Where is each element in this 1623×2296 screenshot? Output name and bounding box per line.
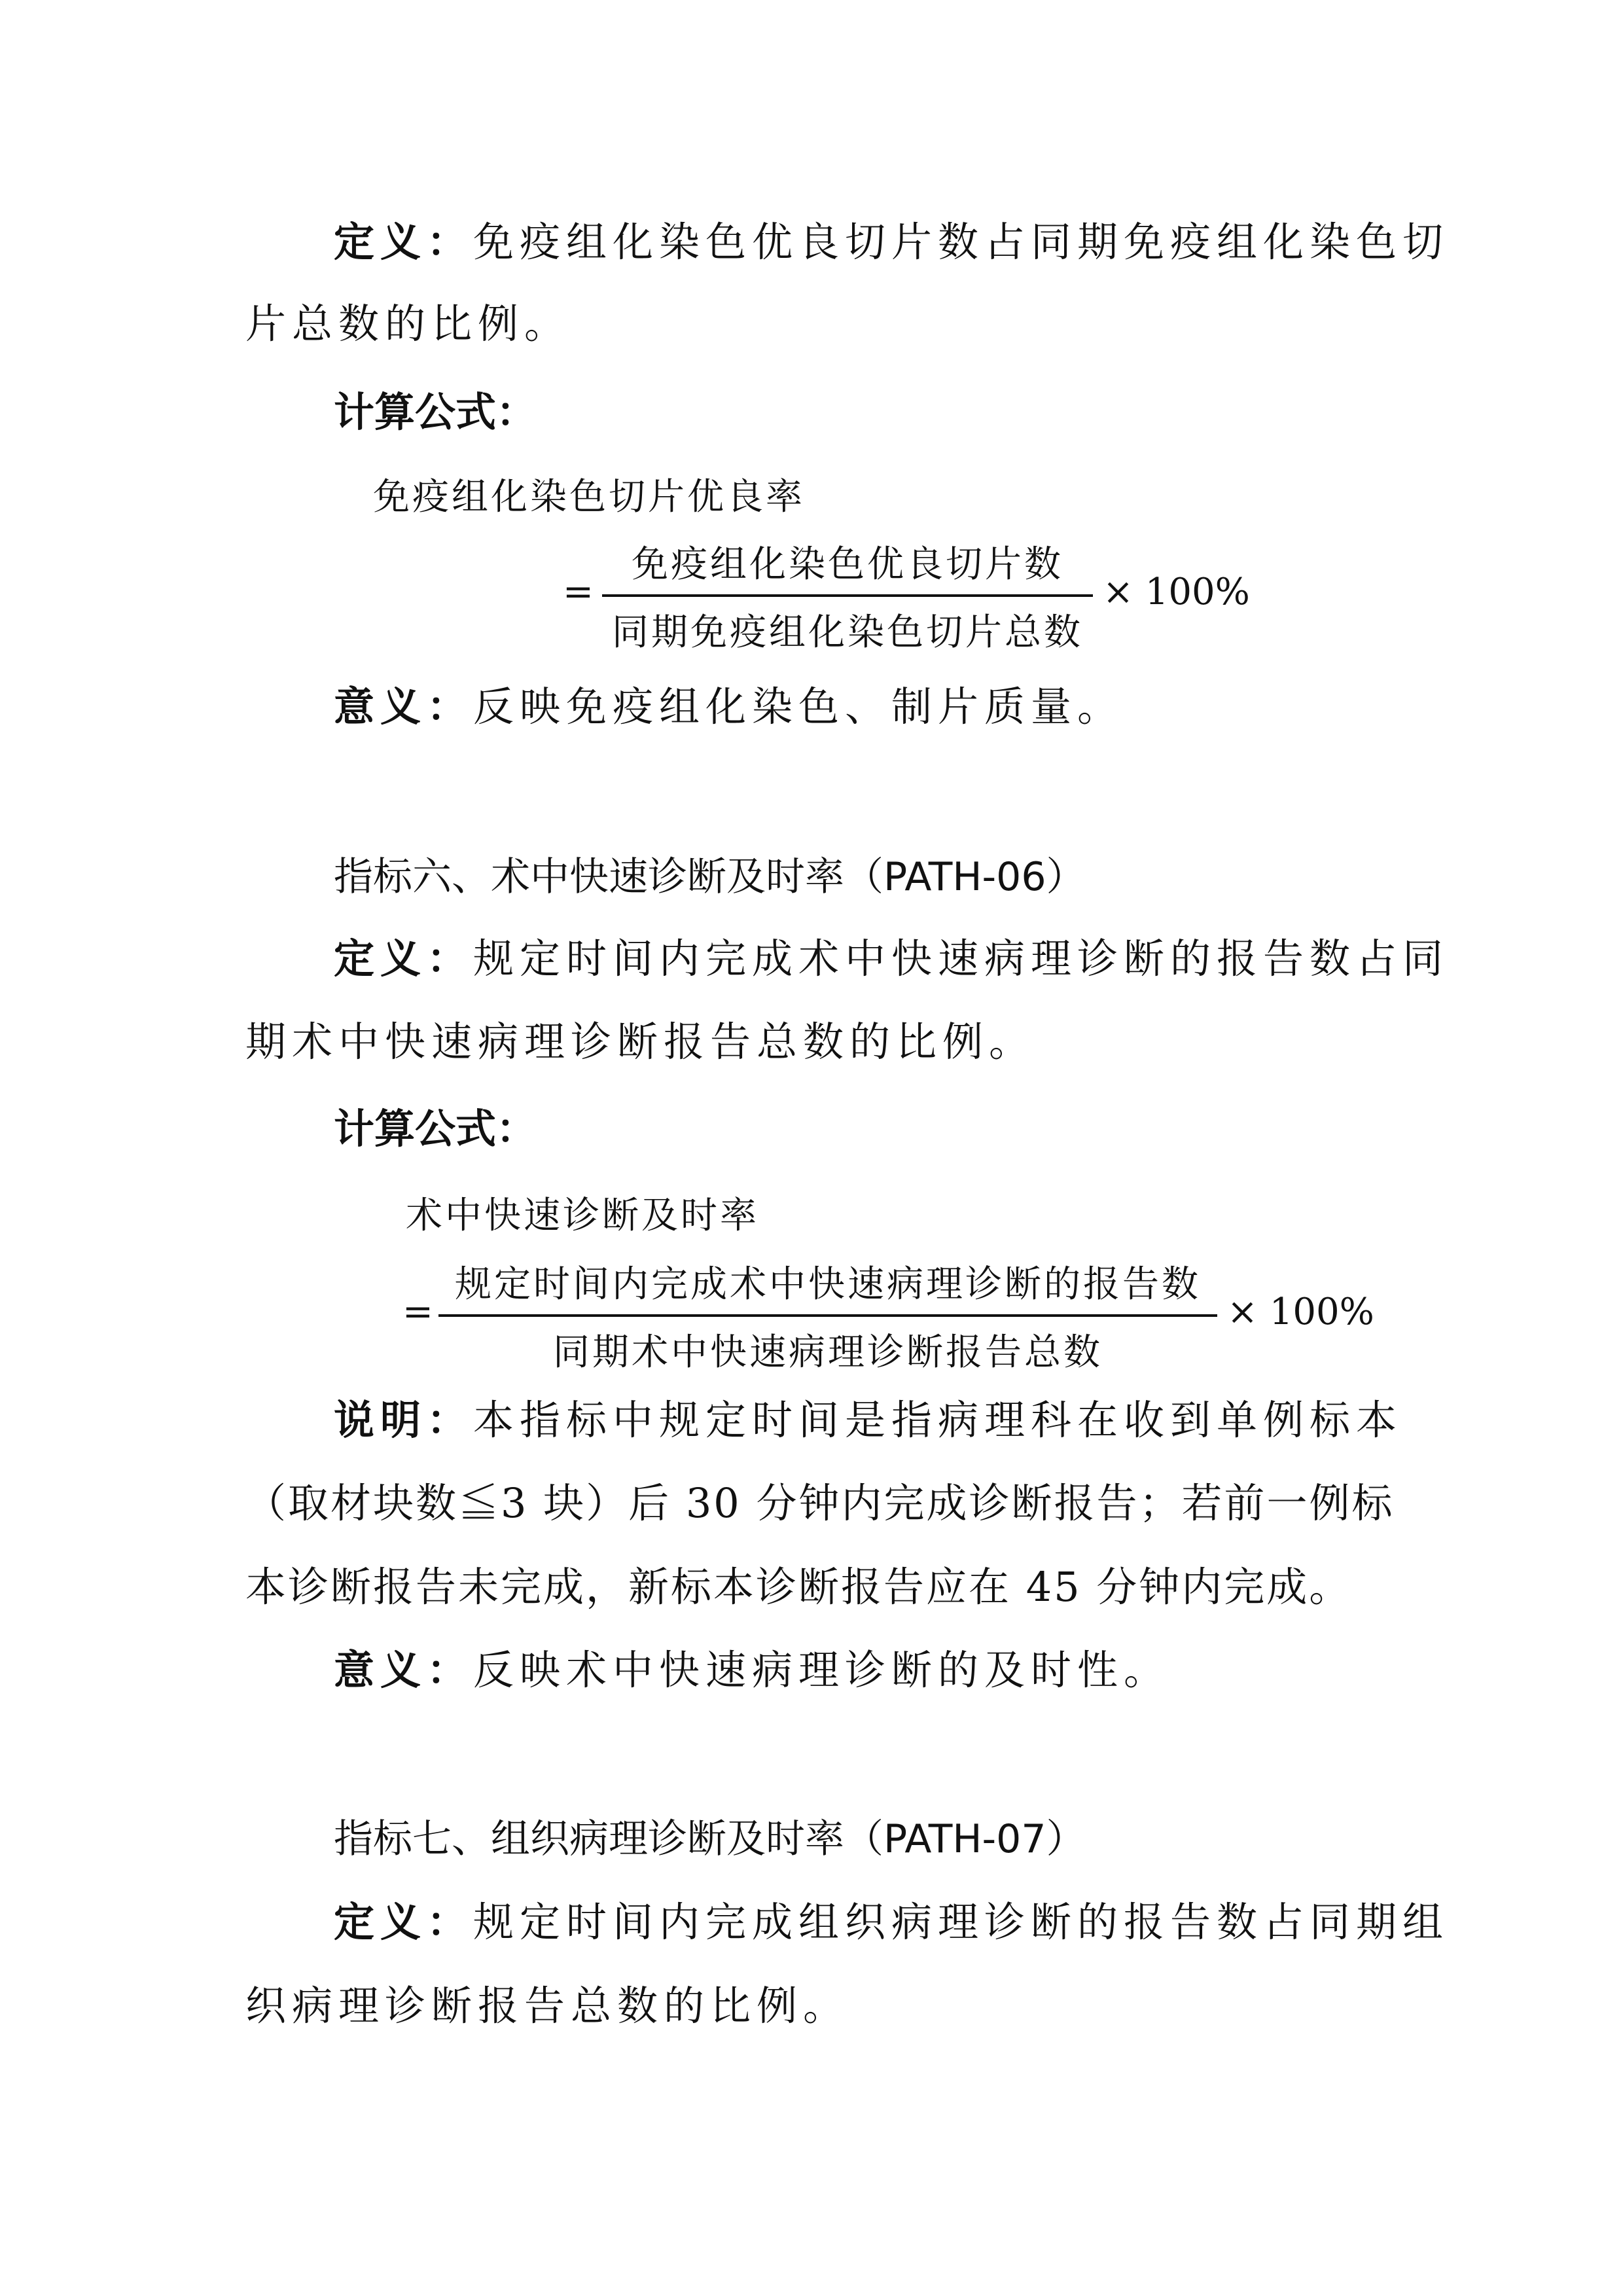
definition-line-2: 织病理诊断报告总数的比例。	[245, 1982, 850, 2030]
note-label: 说明：	[334, 1396, 474, 1444]
definition-text: 免疫组化染色优良切片数占同期免疫组化染色切	[473, 218, 1450, 266]
formula-lhs: 术中快速诊断及时率	[406, 1194, 759, 1237]
fraction-bar	[438, 1314, 1217, 1317]
note-line-1	[334, 1394, 1402, 1446]
definition-line-1	[334, 933, 1449, 985]
definition-line-1	[334, 1896, 1449, 1948]
formula-label: 计算公式：	[334, 1105, 537, 1153]
formula-lhs: 免疫组化染色切片优良率	[373, 476, 805, 518]
formula-multiplier: × 100%	[1227, 1291, 1374, 1333]
meaning-text: 反映免疫组化染色、制片质量。	[473, 683, 1124, 730]
equals-sign: =	[402, 1291, 433, 1333]
definition-line-2: 期术中快速病理诊断报告总数的比例。	[245, 1018, 1036, 1066]
section-heading-path-07: 指标七、组织病理诊断及时率（PATH-07）	[334, 1816, 1086, 1862]
definition-text: 规定时间内完成术中快速病理诊断的报告数占同	[473, 935, 1450, 982]
definition-text: 规定时间内完成组织病理诊断的报告数占同期组	[473, 1898, 1450, 1946]
meaning-text: 反映术中快速病理诊断的及时性。	[473, 1646, 1171, 1694]
definition-label: 定义：	[334, 1898, 474, 1946]
definition-label: 定义：	[334, 935, 474, 982]
definition-label: 定义：	[334, 218, 474, 266]
fraction-bar	[602, 594, 1093, 597]
formula-numerator: 规定时间内完成术中快速病理诊断的报告数	[455, 1263, 1201, 1306]
definition-line-2: 片总数的比例。	[245, 300, 571, 348]
meaning-label: 意义：	[334, 683, 474, 730]
note-line-3: 本诊断报告未完成，新标本诊断报告应在 45 分钟内完成。	[245, 1563, 1352, 1611]
definition-line-1	[334, 216, 1449, 268]
formula-multiplier: × 100%	[1103, 571, 1250, 613]
meaning-line	[334, 1644, 1170, 1696]
note-line-2: （取材块数≦3 块）后 30 分钟内完成诊断报告；若前一例标	[245, 1479, 1395, 1527]
equals-sign: =	[563, 571, 594, 613]
note-text: 本指标中规定时间是指病理科在收到单例标本	[473, 1396, 1403, 1444]
section-heading-path-06: 指标六、术中快速诊断及时率（PATH-06）	[334, 854, 1086, 900]
formula-label: 计算公式：	[334, 388, 537, 436]
meaning-label: 意义：	[334, 1646, 474, 1694]
formula-denominator: 同期免疫组化染色切片总数	[612, 611, 1083, 654]
formula-numerator: 免疫组化染色优良切片数	[632, 543, 1063, 586]
formula-denominator: 同期术中快速病理诊断报告总数	[553, 1331, 1103, 1374]
meaning-line	[334, 681, 1124, 733]
